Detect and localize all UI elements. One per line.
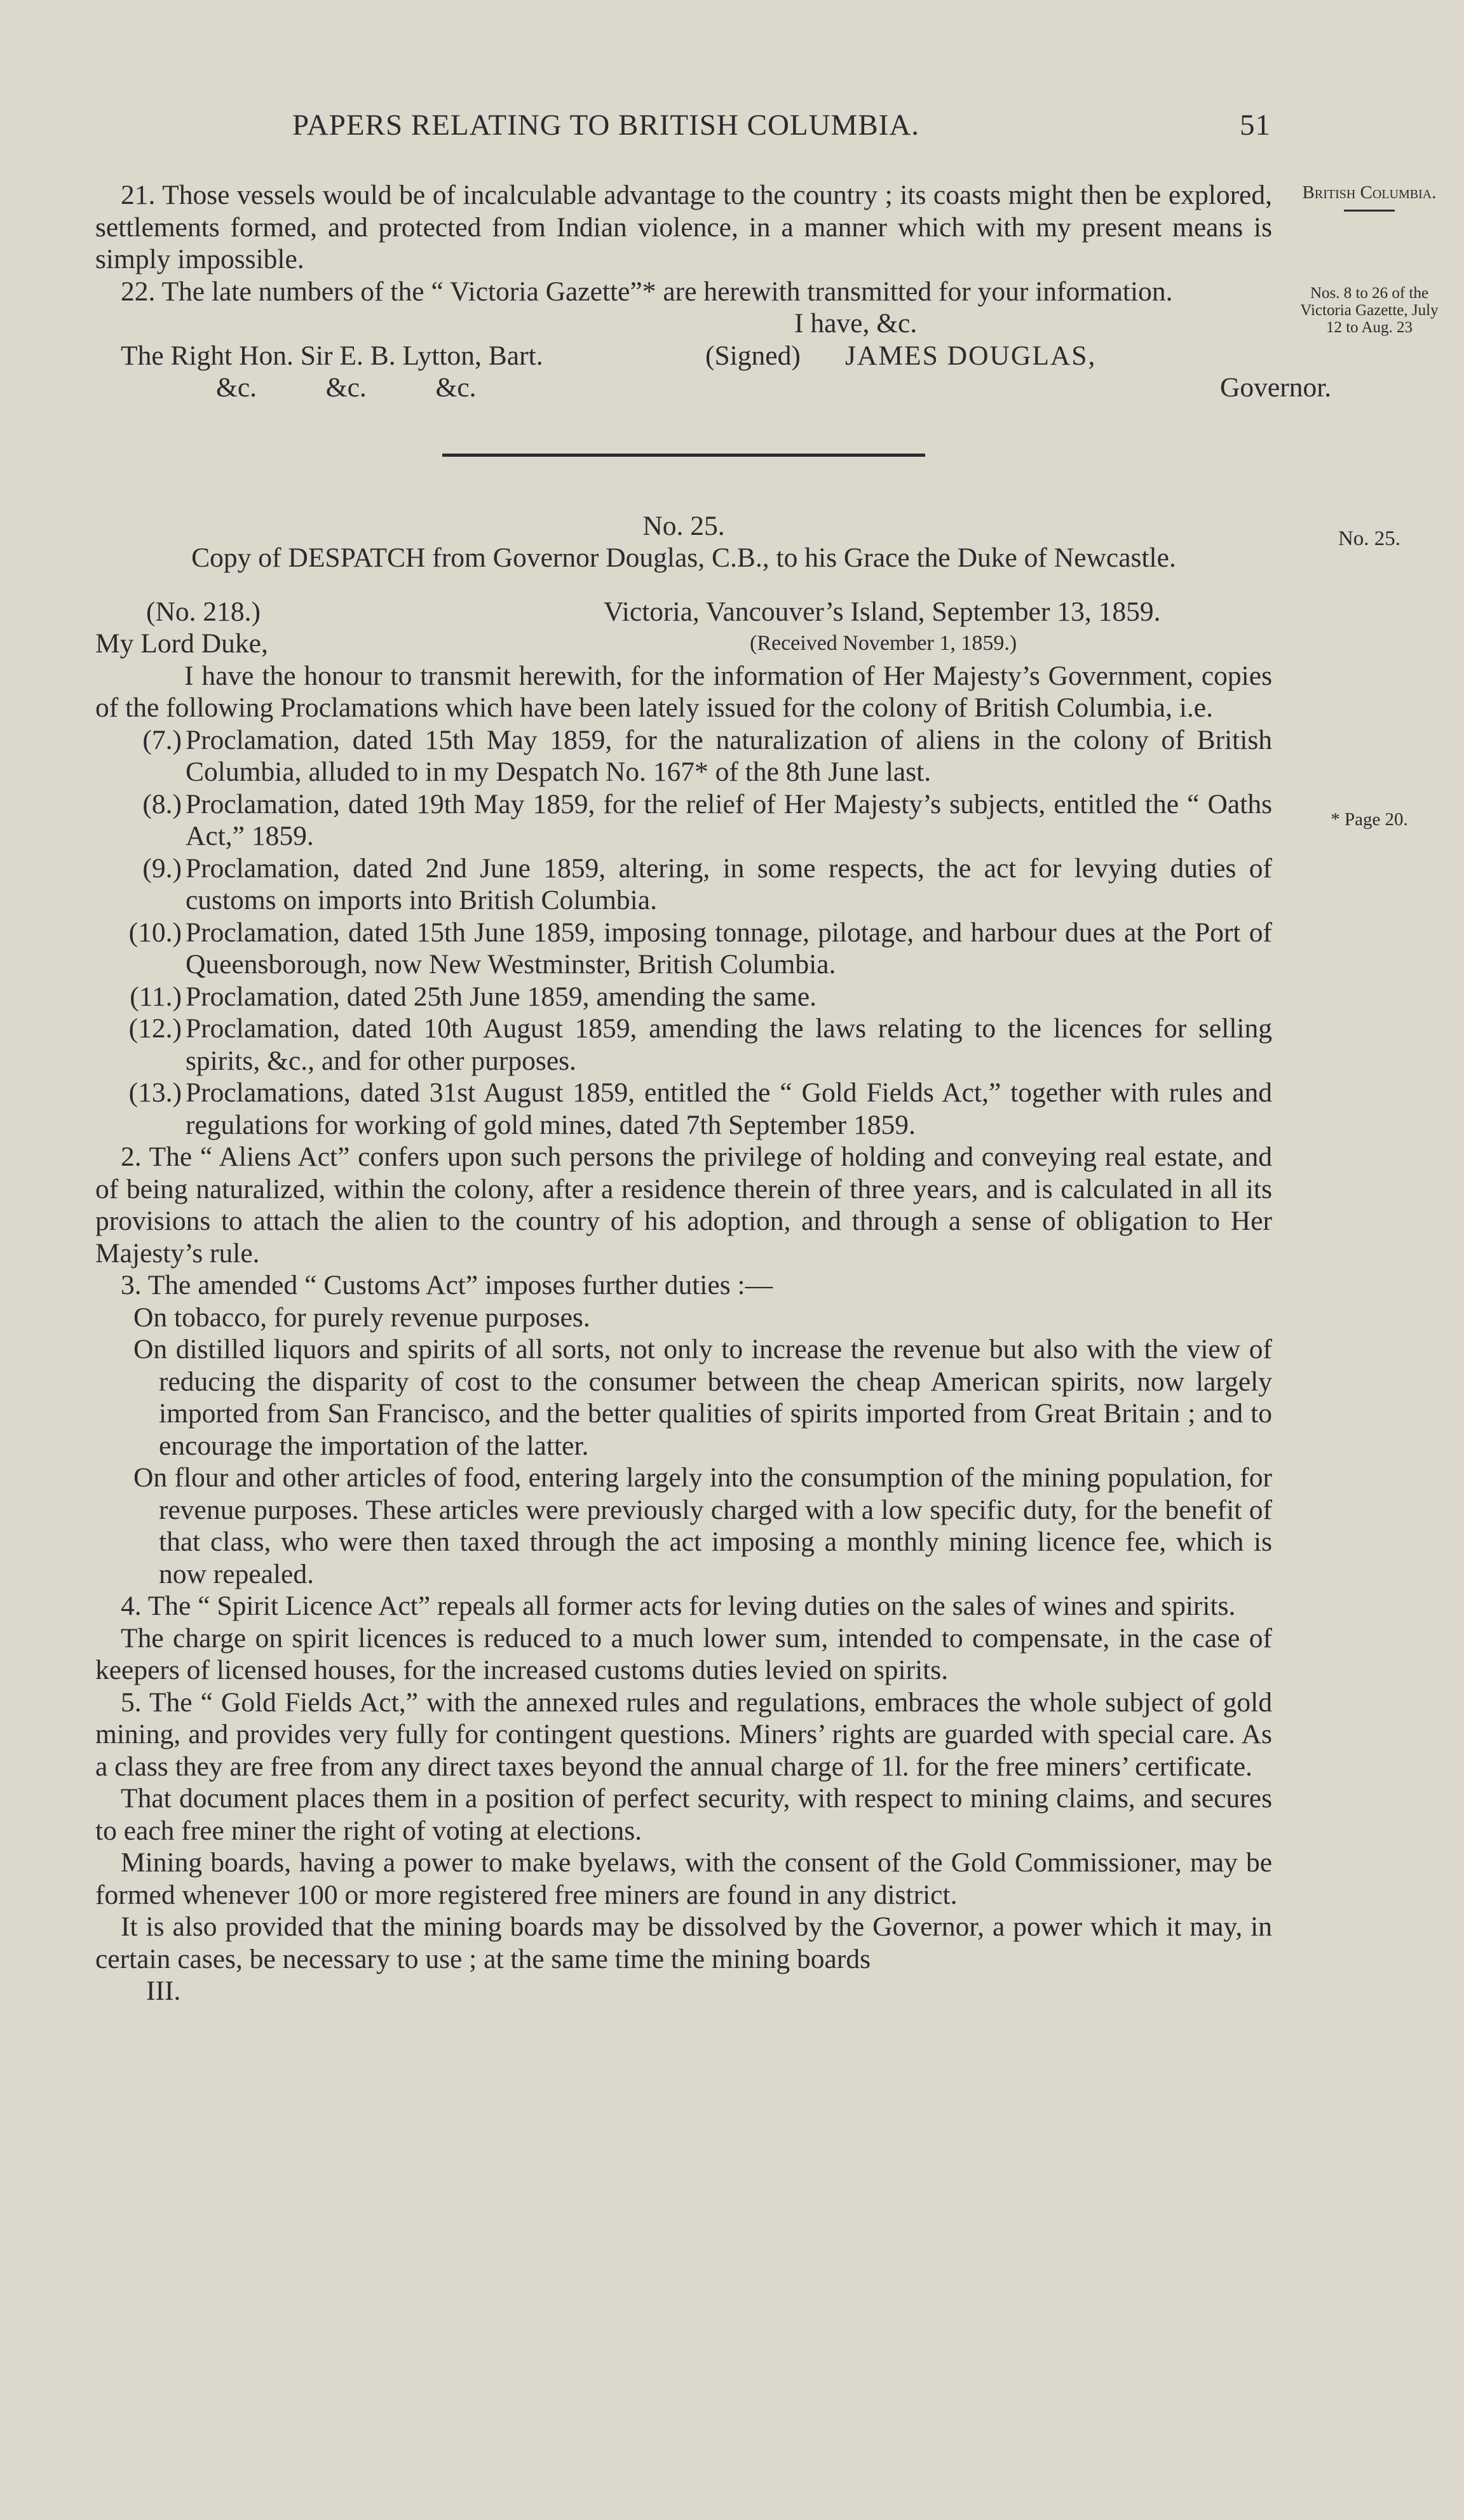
paragraph-4: 4. The “ Spirit Licence Act” repeals all former acts for leving duties on the sales of wines and spirits. — [121, 1591, 1236, 1621]
section-divider — [442, 454, 925, 457]
paragraph-4b: The charge on spirit licences is reduced to a much lower sum, intended to compensate, in the case of keepers of licensed houses, for the increased customs duties levied on spirits. — [95, 1622, 1272, 1685]
signature-mark: III. — [146, 1976, 181, 2006]
list-item: (9.) Proclamation, dated 2nd June 1859, altering, in some respects, the act for levying duties of customs on imports into British Columbia. — [142, 852, 1272, 915]
etc-line — [95, 372, 1332, 404]
page-header-title: PAPERS RELATING TO BRITISH COLUMBIA. — [292, 109, 920, 142]
list-item: (8.) Proclamation, dated 19th May 1859, for the relief of Her Majesty’s subjects, entitled the “ Oaths Act,” 1859. — [142, 788, 1272, 851]
etc-text: &c. &c. &c. — [216, 372, 477, 403]
salutation-line — [95, 628, 1272, 660]
signed-label: (Signed) — [705, 340, 801, 371]
paragraph-3: 3. The amended “ Customs Act” imposes further duties :— — [121, 1270, 773, 1300]
margin-rule — [1344, 210, 1395, 212]
running-header — [95, 108, 1271, 152]
list-item: (13.) Proclamations, dated 31st August 1859, entitled the “ Gold Fields Act,” together with rules and regulations for working of gold mines, dated 7th September 1859. — [128, 1077, 1272, 1140]
signature-block — [95, 340, 1272, 372]
duty-spirits: On distilled liquors and spirits of all sorts, not only to increase the revenue but also with the view of reducing the disparity of cost to the consumer between the cheap American spirits, now largely imported from San Francisco, and the better qualities of spirits imported from Great Britain ; and to encourage the importation of the latter. — [133, 1334, 1272, 1461]
despatch-reference: (No. 218.) — [146, 596, 261, 627]
list-item: (12.) Proclamation, dated 10th August 1859, amending the laws relating to the licences for selling spirits, &c., and for other purposes. — [128, 1013, 1272, 1076]
opening-paragraph: I have the honour to transmit herewith, for the information of Her Majesty’s Government, copies of the following Proclamations which have been lately issued for the colony of British Columbia, i.e. — [95, 660, 1272, 723]
dateline — [95, 596, 1272, 628]
paragraph-22: 22. The late numbers of the “ Victoria Gazette”* are herewith transmitted for your information. — [121, 276, 1173, 307]
list-item: (11.) Proclamation, dated 25th June 1859, amending the same. — [130, 981, 817, 1012]
margin-note-colony: British Columbia. — [1293, 183, 1446, 212]
date-place: Victoria, Vancouver’s Island, September 13, 1859. — [604, 596, 1161, 627]
closing-line: I have, &c. — [794, 308, 918, 339]
margin-note-page-ref: * Page 20. — [1331, 809, 1408, 830]
received-date: (Received November 1, 1859.) — [750, 631, 1017, 655]
paragraph-2: 2. The “ Aliens Act” confers upon such persons the privilege of holding and conveying real estate, and of being naturalized, within the colony, after a residence therein of three years, and is calculated in all its provisions to attach the alien to the country of his adoption, and through a sense of obligation to Her Majesty’s rule. — [95, 1142, 1272, 1269]
page-number: 51 — [1240, 109, 1271, 142]
despatch-heading: Copy of DESPATCH from Governor Douglas, C.B., to his Grace the Duke of Newcastle. — [191, 542, 1176, 573]
list-item: (10.) Proclamation, dated 15th June 1859, imposing tonnage, pilotage, and harbour dues at the Port of Queensborough, now New Westminster, British Columbia. — [128, 917, 1272, 980]
paragraph-5b: That document places them in a position of perfect security, with respect to mining claims, and secures to each free miner the right of voting at elections. — [95, 1783, 1272, 1846]
paragraph-5d: It is also provided that the mining boards may be dissolved by the Governor, a power which it may, in certain cases, be necessary to use ; at the same time the mining boards — [95, 1911, 1272, 1974]
despatch-number: No. 25. — [642, 510, 725, 541]
paragraph-21: 21. Those vessels would be of incalculable advantage to the country ; its coasts might then be explored, settlements formed, and protected from Indian violence, in a manner which with my present means is simply impossible. — [95, 180, 1272, 274]
main-text — [95, 179, 1332, 2007]
proclamation-list — [95, 724, 1272, 1142]
governor-title: Governor. — [1220, 372, 1332, 403]
margin-note-despatch-number: No. 25. — [1338, 527, 1401, 550]
addressee: The Right Hon. Sir E. B. Lytton, Bart. — [121, 340, 543, 371]
salutation: My Lord Duke, — [95, 628, 268, 659]
duty-flour: On flour and other articles of food, entering largely into the consumption of the mining population, for revenue purposes. These articles were previously charged with a low specific duty, for the benefit of that class, who were then taxed through the act imposing a monthly mining licence fee, which is now repealed. — [133, 1462, 1272, 1589]
duty-tobacco: On tobacco, for purely revenue purposes. — [133, 1302, 590, 1333]
margin-note-gazette: Nos. 8 to 26 of the Victoria Gazette, July 12 to Aug. 23 — [1300, 285, 1439, 336]
list-item: (7.) Proclamation, dated 15th May 1859, for the naturalization of aliens in the colony of British Columbia, alluded to in my Despatch No. 167* of the 8th June last. — [142, 724, 1272, 787]
signatory-name: JAMES DOUGLAS, — [845, 340, 1097, 371]
paragraph-5c: Mining boards, having a power to make byelaws, with the consent of the Gold Commissioner, may be formed whenever 100 or more registered free miners are found in any district. — [95, 1847, 1272, 1910]
paragraph-5: 5. The “ Gold Fields Act,” with the annexed rules and regulations, embraces the whole subject of gold mining, and provides very fully for contingent questions. Miners’ rights are guarded with special care. As a class they are free from any direct taxes beyond the annual charge of 1l. for the free miners’ certificate. — [95, 1687, 1272, 1782]
